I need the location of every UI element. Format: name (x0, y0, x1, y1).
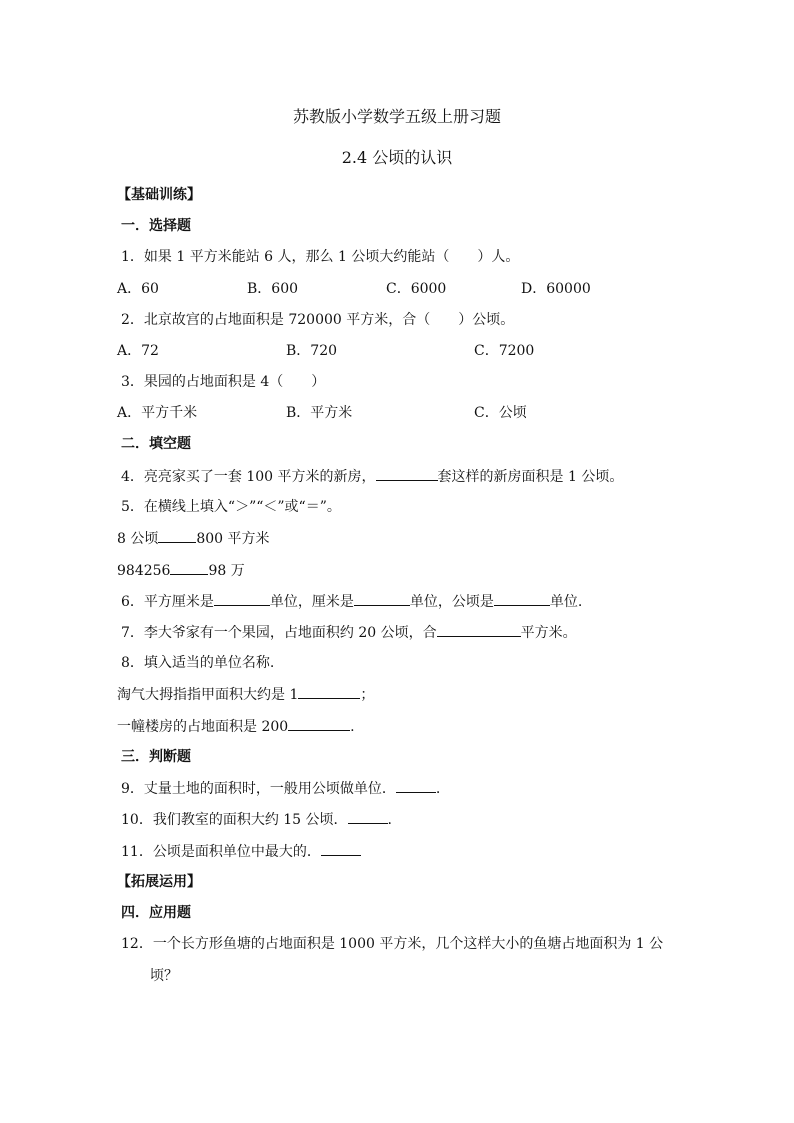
q1-option-c: C．6000 (386, 281, 447, 297)
q8-l1-text: 淘气大拇指指甲面积大约是 1 (117, 687, 299, 703)
question-6 (121, 591, 582, 612)
question-3: 3．果园的占地面积是 4（ ） (121, 374, 326, 390)
q6-part-4: 单位. (549, 594, 583, 610)
q6-blank-1[interactable] (214, 591, 270, 606)
q5-line-1 (117, 528, 270, 549)
q8-line-1 (117, 684, 374, 705)
q1-option-a: A．60 (117, 281, 159, 297)
q10-end: . (387, 812, 392, 828)
q11-text: 11．公顷是面积单位中最大的． (121, 844, 321, 860)
q8-l2-blank[interactable] (288, 716, 350, 731)
section-basic-training: 【基础训练】 (117, 187, 201, 203)
question-10 (121, 809, 392, 830)
q2-option-a: A．72 (117, 343, 159, 359)
q4-answer-blank[interactable] (376, 466, 438, 481)
section-word-problems: 四．应用题 (121, 905, 191, 921)
q3-option-b: B．平方米 (286, 405, 353, 421)
q5-l1-right: 800 平方米 (196, 531, 270, 547)
q4-text-before: 4．亮亮家买了一套 100 平方米的新房， (121, 469, 376, 485)
q5-l2-left: 984256 (117, 563, 171, 579)
section-multiple-choice: 一．选择题 (121, 218, 191, 234)
q5-line-2 (117, 560, 245, 581)
question-11 (121, 841, 361, 862)
q6-part-1: 6．平方厘米是 (121, 594, 214, 610)
q5-l1-blank[interactable] (158, 528, 196, 543)
q5-l2-right: 98 万 (208, 563, 245, 579)
q10-text: 10．我们教室的面积大约 15 公顷． (121, 812, 348, 828)
q9-answer-blank[interactable] (396, 778, 436, 793)
section-fill-in: 二．填空题 (121, 436, 191, 452)
question-8: 8．填入适当的单位名称. (121, 655, 275, 671)
q5-l2-blank[interactable] (170, 560, 208, 575)
q8-l1-blank[interactable] (298, 684, 360, 699)
q5-l1-left: 8 公顷 (117, 531, 159, 547)
q1-option-b: B．600 (247, 281, 299, 297)
q7-text-after: 平方米。 (520, 625, 577, 641)
q8-l2-text: 一幢楼房的占地面积是 200 (117, 719, 289, 735)
question-12-line-2: 顷？ (150, 968, 178, 984)
question-12-line-1: 12．一个长方形鱼塘的占地面积是 1000 平方米，几个这样大小的鱼塘占地面积为 1 公 (121, 936, 664, 952)
q7-text-before: 7．李大爷家有一个果园，占地面积约 20 公顷，合 (121, 625, 437, 641)
q6-part-3: 单位，公顷是 (409, 594, 494, 610)
question-1: 1．如果 1 平方米能站 6 人，那么 1 公顷大约能站（ ）人。 (121, 249, 520, 265)
q9-end: . (435, 781, 441, 797)
page-subtitle: 2.4 公顷的认识 (341, 148, 453, 167)
q3-option-a: A．平方千米 (117, 405, 198, 421)
q3-option-c: C．公顷 (474, 405, 527, 421)
q9-text: 9．丈量土地的面积时，一般用公顷做单位． (121, 781, 396, 797)
q6-blank-2[interactable] (354, 591, 410, 606)
q8-l1-end: ； (360, 687, 375, 703)
q2-option-c: C．7200 (474, 343, 535, 359)
page-title: 苏教版小学数学五级上册习题 (292, 107, 501, 126)
section-true-false: 三．判断题 (121, 749, 191, 765)
q6-part-2: 单位，厘米是 (269, 594, 354, 610)
question-4 (121, 466, 623, 487)
question-2: 2．北京故宫的占地面积是 720000 平方米，合（ ）公顷。 (121, 312, 515, 328)
q10-answer-blank[interactable] (348, 809, 388, 824)
q11-answer-blank[interactable] (321, 841, 361, 856)
question-9 (121, 778, 440, 799)
q8-line-2 (117, 716, 355, 737)
q6-blank-3[interactable] (494, 591, 550, 606)
q8-l2-end: . (350, 719, 355, 735)
q4-text-after: 套这样的新房面积是 1 公顷。 (437, 469, 624, 485)
q2-option-b: B．720 (286, 343, 338, 359)
question-7 (121, 622, 577, 643)
q7-answer-blank[interactable] (437, 622, 521, 637)
section-extended-application: 【拓展运用】 (117, 874, 201, 890)
question-5: 5．在横线上填入“＞”“＜”或“＝”。 (121, 499, 341, 515)
q1-option-d: D．60000 (521, 281, 591, 297)
